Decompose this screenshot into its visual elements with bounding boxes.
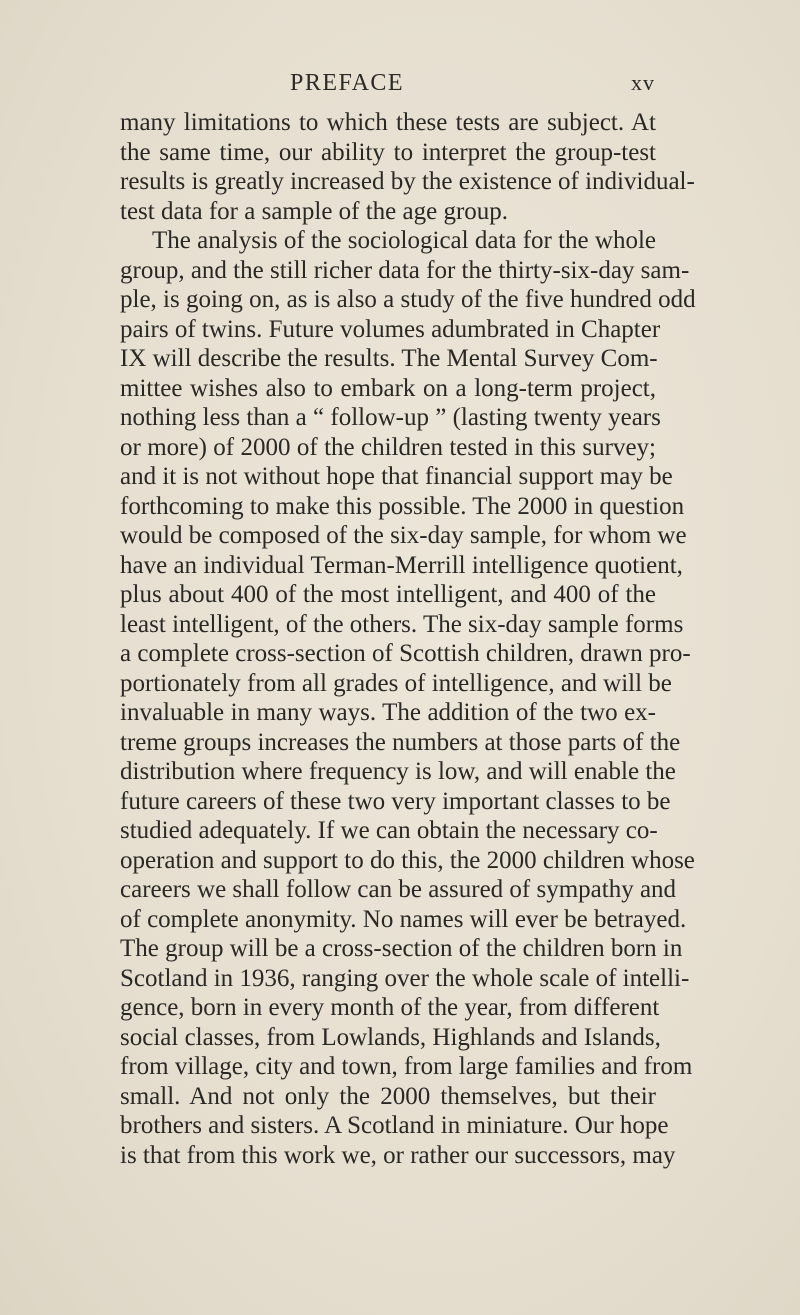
text-line: IX will describe the results. The Mental Survey Com- [120,345,658,372]
text-line: social classes, from Lowlands, Highlands and Islands, [120,1023,661,1051]
text-line: Scotland in 1936, ranging over the whole scale of intelli- [120,964,690,992]
text-line: plus about 400 of the most intelligent, and 400 of the [120,581,656,608]
text-line: The analysis of the sociological data for the whole [152,227,657,254]
text-line: nothing less than a “ follow-up ” (lasting twenty years [120,404,661,431]
text-line: portionately from all grades of intelligence, and will be [120,669,672,697]
page-number: xv [631,70,655,95]
text-line: forthcoming to make this possible. The 2000 in question [120,492,685,520]
text-line: gence, born in every month of the year, from different [120,994,660,1021]
text-line: group, and the still richer data for the thirty-six-day sam- [120,256,690,284]
body-text [120,108,696,1170]
text-line: The group will be a cross-section of the children born in [120,935,683,962]
text-line: mittee wishes also to embark on a long-term project, [120,374,656,402]
text-line: test data for a sample of the age group. [120,197,509,225]
text-line: is that from this work we, or rather our successors, may [120,1141,676,1169]
text-line: distribution where frequency is low, and will enable the [120,758,676,785]
text-line: or more) of 2000 of the children tested in this survey; [120,433,656,461]
text-line: the same time, our ability to interpret the group-test [120,138,656,166]
text-line: small. And not only the 2000 themselves, but their [120,1082,656,1110]
text-line: future careers of these two very important classes to be [120,787,671,815]
text-line: pairs of twins. Future volumes adumbrated in Chapter [120,315,661,343]
text-line: results is greatly increased by the existence of individual- [120,168,695,195]
text-line: and it is not without hope that financial support may be [120,463,673,490]
paragraph-2 [120,226,696,1170]
text-line: invaluable in many ways. The addition of the two ex- [120,699,656,726]
text-line: have an individual Terman-Merrill intelligence quotient, [120,551,683,579]
text-line: many limitations to which these tests are subject. At [120,109,656,136]
page-header [120,70,655,100]
running-title: PREFACE [290,70,405,96]
text-line: of complete anonymity. No names will ever be betrayed. [120,905,687,933]
text-line: a complete cross-section of Scottish children, drawn pro- [120,640,691,667]
text-line: ple, is going on, as is also a study of the five hundred odd [120,286,696,313]
text-line: least intelligent, of the others. The six-day sample forms [120,610,684,638]
text-line: from village, city and town, from large families and from [120,1053,693,1080]
text-line: treme groups increases the numbers at those parts of the [120,728,681,756]
text-line: would be composed of the six-day sample, for whom we [120,522,687,549]
text-line: brothers and sisters. A Scotland in miniature. Our hope [120,1112,669,1139]
text-line: operation and support to do this, the 2000 children whose [120,846,695,874]
text-line: careers we shall follow can be assured of sympathy and [120,876,677,903]
paragraph-1 [120,108,695,226]
text-line: studied adequately. If we can obtain the necessary co- [120,817,658,844]
